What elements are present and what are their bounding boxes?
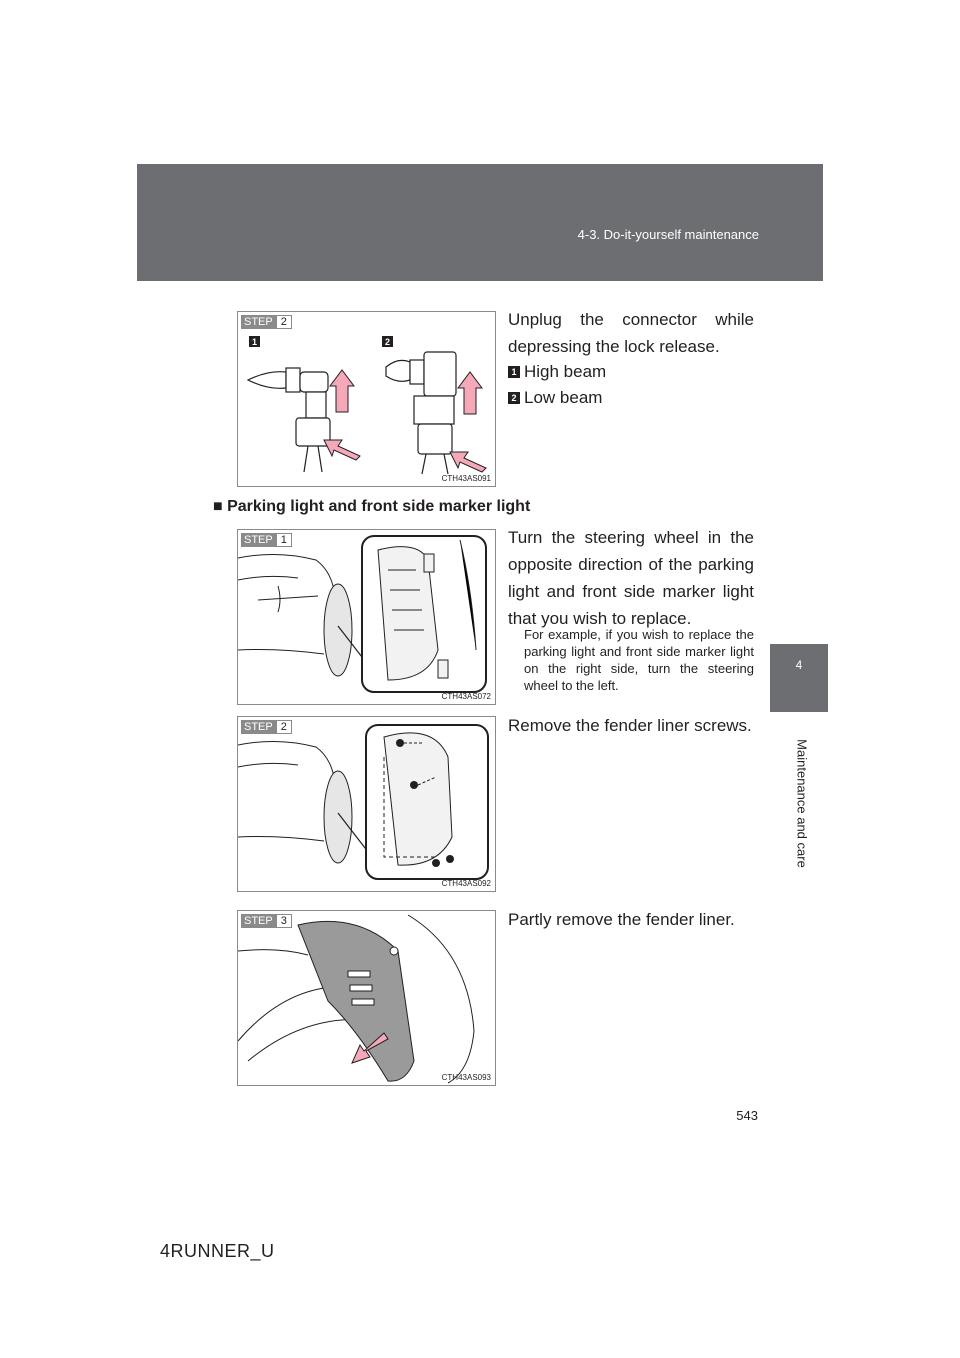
figure-steering-wheel	[237, 529, 496, 705]
step-badge: STEP 3	[241, 914, 292, 928]
item-marker: 2	[508, 392, 520, 404]
page-number: 543	[736, 1108, 758, 1123]
figure-code: CTH43AS092	[441, 879, 491, 888]
fender-screws-illustration	[238, 717, 495, 891]
section-title: 4-3. Do-it-yourself maintenance	[577, 227, 759, 242]
step-text: Remove the fender liner screws.	[508, 716, 752, 735]
step-note: For example, if you wish to replace the parking light and front side marker light on the right side, turn the steering wheel to the left.	[524, 627, 754, 693]
figure-bulb-connectors	[237, 311, 496, 487]
figure-code: CTH43AS093	[441, 1073, 491, 1082]
fender-liner-illustration	[238, 911, 495, 1085]
bulb-connector-illustration	[238, 312, 495, 486]
section-heading: ■ Parking light and front side marker light	[213, 498, 531, 515]
list-item	[508, 362, 606, 382]
chapter-tab	[770, 644, 828, 712]
svg-text:2: 2	[384, 337, 391, 347]
step-text: Partly remove the fender liner.	[508, 910, 735, 929]
chapter-label: Maintenance and care	[794, 739, 810, 868]
figure-fender-screws	[237, 716, 496, 892]
item-label: High beam	[524, 362, 607, 381]
step-badge: STEP 1	[241, 533, 292, 547]
step-text: Unplug the connector while depressing the lock release.	[508, 310, 754, 356]
step-badge: STEP 2	[241, 720, 292, 734]
page-header	[137, 164, 823, 281]
list-item	[508, 388, 602, 408]
figure-code: CTH43AS072	[441, 692, 491, 701]
step-badge: STEP 2	[241, 315, 292, 329]
vehicle-fender-illustration	[238, 530, 495, 704]
chapter-number: 4	[795, 658, 803, 672]
item-label: Low beam	[524, 388, 603, 407]
footer-model-code: 4RUNNER_U	[160, 1241, 275, 1261]
figure-fender-liner	[237, 910, 496, 1086]
item-marker: 1	[508, 366, 520, 378]
chapter-label-wrap	[742, 716, 852, 896]
svg-text:1: 1	[251, 337, 258, 347]
step-text: Turn the steering wheel in the opposite direction of the parking light and front side marker light that you wish to replace.	[508, 528, 754, 628]
figure-code: CTH43AS091	[441, 474, 491, 483]
